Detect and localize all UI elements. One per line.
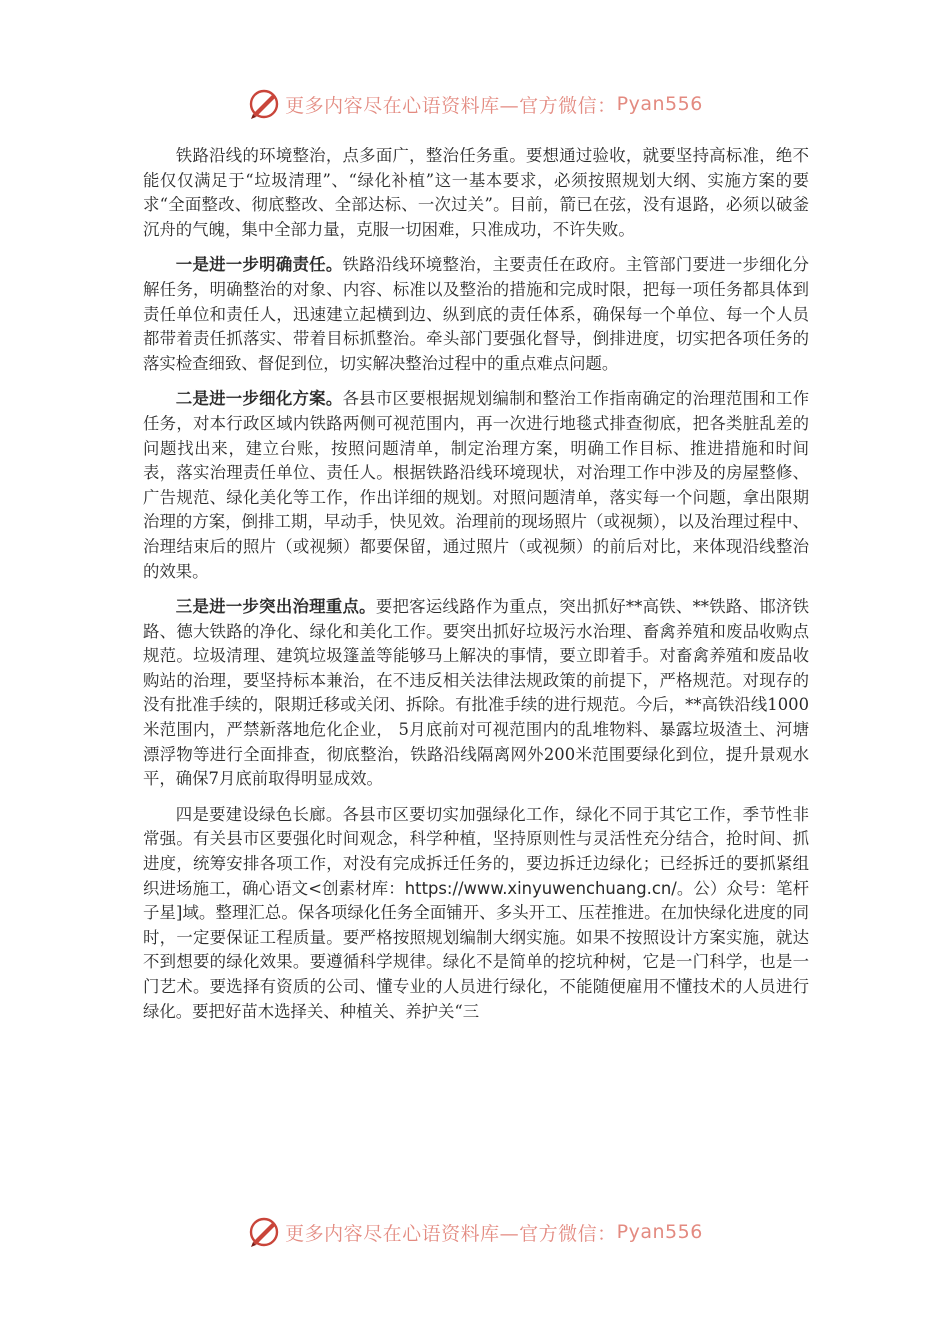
- footer-banner-text: 更多内容尽在心语资料库—官方微信：: [285, 1222, 617, 1245]
- header-banner: [0, 84, 950, 124]
- footer-banner: [0, 1212, 950, 1252]
- paragraph-responsibility: [143, 253, 809, 376]
- footer-wechat-id: Pyan556: [616, 1221, 703, 1243]
- header-wechat-id: Pyan556: [616, 93, 703, 115]
- paragraph-text: 铁路沿线环境整治，主要责任在政府。主管部门要进一步细化分解任务，明确整治的对象、内容、标准以及整治的措施和完成时限，把每一项任务都具体到责任单位和责任人，迅速建立起横到边、纵到底的责任体系，确保每一个单位、每一个人员都带着责任抓落实、带着目标抓整治。牵头部门要强化督导，倒排进度，切实把各项任务的落实检查细致、督促到位，切实解决整治过程中的重点难点问题。: [143, 255, 810, 373]
- source-url: https://www.xinyuwenchuang.cn/: [404, 878, 677, 898]
- header-banner-text: 更多内容尽在心语资料库—官方微信：: [285, 94, 617, 117]
- paragraph-text: 各县市区要根据规划编制和整治工作指南确定的治理范围和工作任务，对本行政区域内铁路两侧可视范围内，再一次进行地毯式排查彻底，把各类脏乱差的问题找出来，建立台账，按照问题清单，制定治理方案，明确工作目标、推进措施和时间表，落实治理责任单位、责任人。根据铁路沿线环境现状，对治理工作中涉及的房屋整修、广告规范、绿化美化等工作，作出详细的规划。对照问题清单，落实每一个问题，拿出限期治理的方案，倒排工期，早动手，快见效。治理前的现场照片（或视频），以及治理过程中、治理结束后的照片（或视频）都要保留，通过照片（或视频）的前后对比，来体现沿线整治的效果。: [143, 389, 810, 581]
- paragraph-text: 要把客运线路作为重点，突出抓好**高铁、**铁路、邯济铁路、德大铁路的净化、绿化和美化工作。要突出抓好垃圾污水治理、畜禽养殖和废品收购点规范。垃圾清理、建筑垃圾篷盖等能够马上解决的事情，要立即着手。对畜禽养殖和废品收购站的治理，要坚持标本兼治，在不违反相关法律法规政策的前提下，严格规范。对现存的没有批准手续的，限期迁移或关闭、拆除。有批准手续的进行规范。今后，**高铁沿线1000米范围内，严禁新落地危化企业， 5月底前对可视范围内的乱堆物料、暴露垃圾渣土、河塘漂浮物等进行全面排查，彻底整治，铁路沿线隔离网外200米范围要绿化到位，提升景观水平，确保7月底前取得明显成效。: [143, 597, 809, 789]
- intro-paragraph: [143, 144, 809, 242]
- pen-logo-icon: [247, 87, 281, 121]
- paragraph-heading: 二是进一步细化方案。: [175, 389, 343, 409]
- paragraph-text: 铁路沿线的环境整治，点多面广，整治任务重。要想通过验收，就要坚持高标准，绝不能仅仅满足于“垃圾清理”、“绿化补植”这一基本要求，必须按照规划大纲、实施方案的要求“全面整改、彻底整改、全部达标、一次过关”。目前，箭已在弦，没有退路，必须以破釜沉舟的气魄，集中全部力量，克服一切困难，只准成功，不许失败。: [143, 146, 809, 239]
- paragraph-heading: 三是进一步突出治理重点。: [175, 597, 376, 617]
- paragraph-plan: [143, 387, 809, 584]
- document-body: [143, 144, 809, 1035]
- paragraph-text: 。公）众号：笔杆子星]域。整理汇总。保各项绿化任务全面铺开、多头开工、压茬推进。在加快绿化进度的同时，一定要保证工程质量。要严格按照规划编制大纲实施。如果不按照设计方案实施，就达不到想要的绿化效果。要遵循科学规律。绿化不是简单的挖坑种树，它是一门科学，也是一门艺术。要选择有资质的公司、懂专业的人员进行绿化，不能随便雇用不懂技术的人员进行绿化。要把好苗木选择关、种植关、养护关“三: [143, 878, 809, 1021]
- paragraph-heading: 一是进一步明确责任。: [175, 255, 343, 275]
- paragraph-text: 四是要建设绿色长廊。各县市区要切实加强绿化工作，绿化不同于其它工作，季节性非常强。有关县市区要强化时间观念，科学种植，坚持原则性与灵活性充分结合，抢时间、抓进度，统筹安排各项工作，对没有完成拆迁任务的，要边拆迁边绿化；已经拆迁的要抓紧组织进场施工，确心语文<创素材库：: [143, 804, 809, 898]
- paragraph-green-corridor: [143, 803, 809, 1024]
- paragraph-focus: [143, 595, 809, 792]
- pen-logo-icon: [247, 1215, 281, 1249]
